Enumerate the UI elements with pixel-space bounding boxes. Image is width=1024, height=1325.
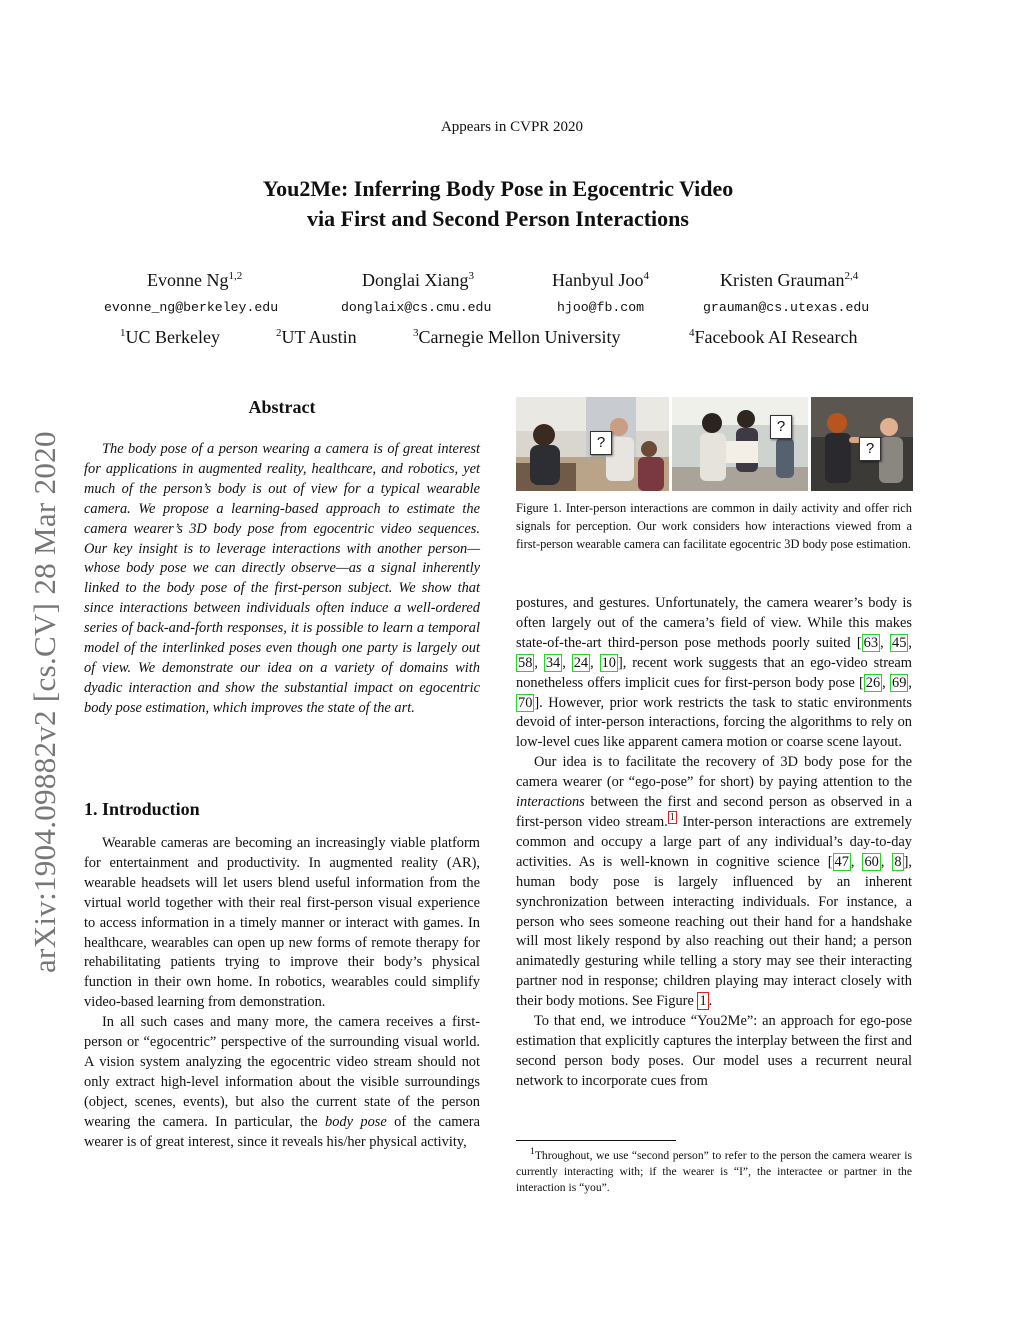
- intro-paragraph-2: In all such cases and many more, the camera receives a first-person or “egocentric” perspective of the surrounding visual world. A vision system analyzing the egocentric video stream should not only extract high-level information about the visible surroundings (object, scenes, events), but also the current state of the person wearing the camera. In particular, the body pose of the camera wearer is of great interest, since it reveals his/her physical activity,: [84, 1014, 480, 1150]
- author-xiang: Donglai Xiang$^3$: [362, 270, 474, 290]
- figure-photo-classroom: [516, 397, 669, 491]
- citation-link[interactable]: 34: [545, 654, 561, 671]
- paper-title: [0, 174, 996, 234]
- affiliation-cmu: $^3$Carnegie Mellon University: [413, 327, 621, 347]
- title-line-2: via First and Second Person Interactions: [307, 206, 689, 231]
- question-mark-box-3: ?: [859, 437, 881, 461]
- affiliation-ut-austin: $^2$UT Austin: [276, 327, 357, 347]
- intro-body: [84, 834, 480, 1153]
- right-paragraph-1: postures, and gestures. Unfortunately, the camera wearer’s body is often largely out of the camera’s field of view. While this makes state-of-the-art third-person pose methods poorly suited [ 63 , 45 , 58 , 34 , 24 , 10 ], recent work suggests that an ego-video stream nonetheless offers implicit cues for first-person body pose [ 26 , 69 , 70 ]. However, prior work restricts the task to static environments devoid of inter-person interactions, forcing the algorithms to rely on low-level cues like apparent camera motion or coarse scene layout.: [516, 595, 912, 751]
- citation-link[interactable]: 26: [865, 674, 881, 691]
- citation-link[interactable]: 10: [601, 654, 616, 671]
- question-mark-box-2: ?: [770, 415, 792, 439]
- abstract-heading: Abstract: [248, 397, 316, 417]
- figure-photo-street: [672, 397, 808, 491]
- author-joo: Hanbyul Joo$^4$: [552, 270, 649, 290]
- footnote-link[interactable]: 1: [669, 812, 675, 824]
- abstract-body: [84, 440, 480, 719]
- figure-photo-handshake: [811, 397, 913, 491]
- right-paragraph-2: Our idea is to facilitate the recovery of 3D body pose for the camera wearer (or “ego-pose” for short) by paying attention to the interactions between the first and second person as observed in a first-person video stream. $^1$ Inter-person interactions are extremely common and occupy a large part of any individual’s day-to-day activities. As is well-known in cognitive science [ 47 , 60 , 8 ], human body pose is largely influenced by an inherent synchronization between interacting individuals. For instance, a person who sees someone reaching out their hand for a handshake will most likely respond by also reaching out their hand; a person animatedly gesturing while telling a story may see their interacting partner nod in response; children playing may interact closely with their body motions. See Figure 1 .: [516, 754, 912, 1010]
- affiliation-fair: $^4$Facebook AI Research: [689, 327, 858, 347]
- citation-link[interactable]: 45: [892, 634, 907, 651]
- footnote: [516, 1144, 912, 1196]
- right-column-body: [516, 594, 912, 1092]
- citation-link[interactable]: 24: [573, 654, 589, 671]
- venue-line: Appears in CVPR 2020: [440, 119, 584, 135]
- question-mark-box-1: ?: [590, 431, 612, 455]
- intro-heading: 1. Introduction: [84, 799, 200, 819]
- citation-link[interactable]: 8: [894, 853, 902, 870]
- footnote-text: Throughout, we use “second person” to refer to the person the camera wearer is currently interacting with; if the wearer is “I”, the interactee or partner in the interaction is “you”.: [516, 1148, 912, 1194]
- author-grauman: Kristen Grauman$^{2,4}$: [720, 270, 859, 290]
- email-joo: hjoo@fb.com: [557, 300, 645, 315]
- intro-paragraph-1: Wearable cameras are becoming an increasingly viable platform for entertainment and productivity. In augmented reality (AR), wearable headsets will let users blend useful information from the virtual world together with their real first-person visual experience to access information in a timely manner or interact with games. In healthcare, wearables can open up new forms of remote therapy for rehabilitating patients trying to improve their body’s physical function in their own home. In robotics, wearables could simplify video-based learning from demonstration.: [84, 835, 480, 1011]
- right-paragraph-3: To that end, we introduce “You2Me”: an approach for ego-pose estimation that explicitly captures the interplay between the first and second person body poses. Our model uses a recurrent neural network to incorporate cues from: [516, 1013, 912, 1089]
- abstract-paragraph: The body pose of a person wearing a camera is of great interest for applications in augmented reality, healthcare, and robotics, yet much of the person’s body is out of view for a typical wearable camera. We propose a learning-based approach to estimate the camera wearer’s 3D body pose from egocentric video sequences. Our key insight is to leverage interactions with another person—whose body pose we can directly observe—as a signal inherently linked to the body pose of the first-person subject. We show that since interactions between individuals often induce a well-ordered series of back-and-forth responses, it is possible to learn a temporal model of the interlinked poses even though one party is largely out of view. We demonstrate our idea on a variety of domains with dyadic interaction and show the substantial impact on egocentric body pose estimation, which improves the state of the art.: [84, 441, 480, 716]
- figure-1: [516, 397, 913, 491]
- citation-link[interactable]: 69: [892, 674, 907, 691]
- email-ng: evonne_ng@berkeley.edu: [104, 300, 279, 315]
- citation-link[interactable]: 60: [864, 853, 879, 870]
- email-grauman: grauman@cs.utexas.edu: [703, 300, 870, 315]
- footnote-rule: [516, 1140, 676, 1141]
- citation-link[interactable]: 47: [834, 853, 849, 870]
- title-line-1: You2Me: Inferring Body Pose in Egocentric Video: [262, 176, 734, 201]
- citation-link[interactable]: 70: [518, 694, 533, 711]
- figure-caption: Figure 1. Inter-person interactions are common in daily activity and offer rich signals for perception. Our work considers how interactions viewed from a first-person wearable camera can facilitate egocentric 3D body pose estimation.: [516, 501, 912, 551]
- affiliation-berkeley: $^1$UC Berkeley: [120, 327, 220, 347]
- citation-link[interactable]: 58: [518, 654, 533, 671]
- arxiv-stamp: arXiv:1904.09882v2 [cs.CV] 28 Mar 2020: [27, 431, 62, 973]
- figure-link[interactable]: 1: [699, 993, 707, 1010]
- author-ng: Evonne Ng$^{1,2}$: [147, 270, 243, 290]
- footnote-mark: 1: [530, 1146, 535, 1157]
- citation-link[interactable]: 63: [863, 634, 879, 651]
- email-xiang: donglaix@cs.cmu.edu: [341, 300, 492, 315]
